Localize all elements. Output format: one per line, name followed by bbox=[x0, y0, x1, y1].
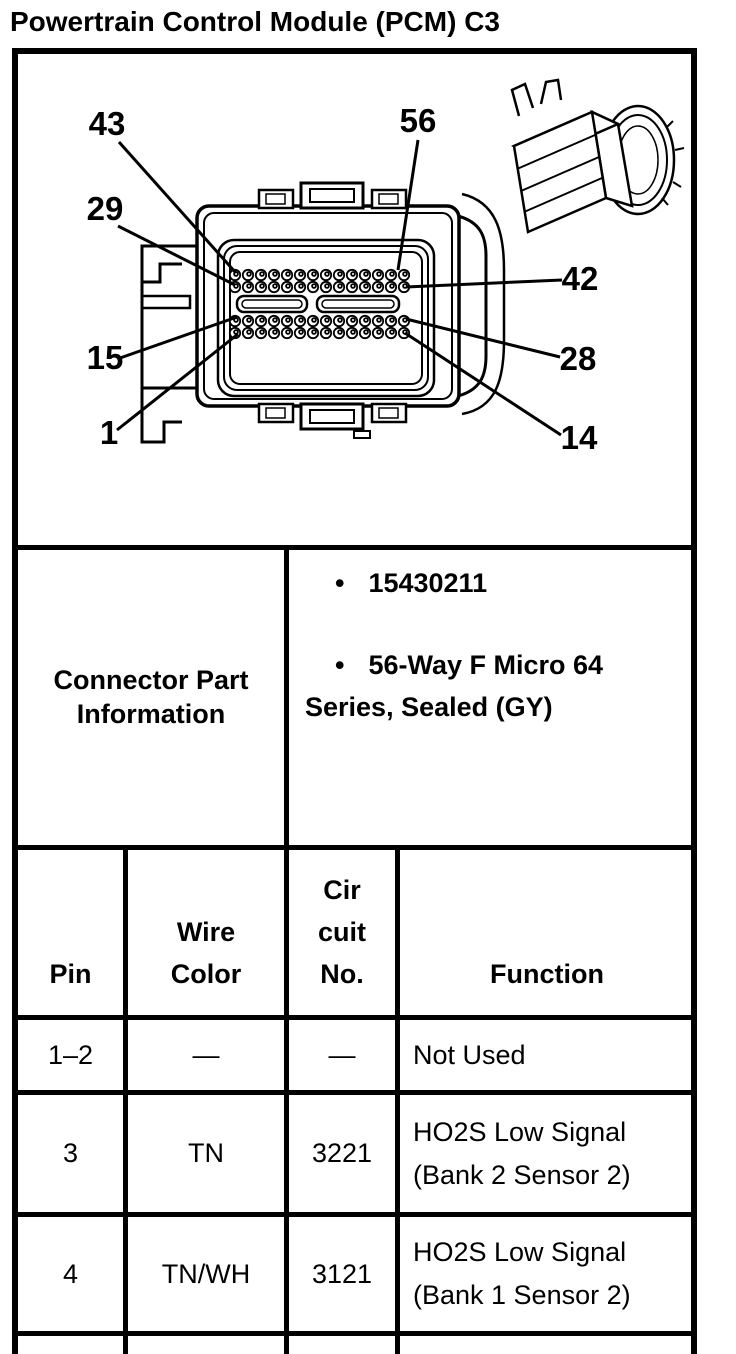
function-cell: HO2S Low Signal (Bank 1 Sensor 2) bbox=[413, 1237, 631, 1310]
wire-color-cell: TN bbox=[128, 1095, 289, 1212]
table-row-partial bbox=[18, 1331, 691, 1354]
bullet-icon: • bbox=[335, 650, 345, 680]
function-cell: HO2S Low Signal (Bank 2 Sensor 2) bbox=[413, 1116, 631, 1190]
header-cuit-line: cuit bbox=[317, 917, 366, 947]
connector-series-item bbox=[305, 644, 679, 728]
part-number-item bbox=[305, 562, 679, 604]
wire-color-cell: TN/WH bbox=[128, 1217, 289, 1331]
connector-series-text: 56-Way F Micro 64 Series, Sealed (GY) bbox=[305, 650, 604, 722]
header-circuit-no bbox=[289, 850, 400, 1015]
table-header-row bbox=[18, 845, 691, 1015]
pin-cell: 3 bbox=[18, 1095, 128, 1212]
pin-cell: 1–2 bbox=[18, 1020, 128, 1090]
callout-1: 1 bbox=[99, 414, 119, 451]
circuit-no-cell: 3121 bbox=[289, 1217, 400, 1331]
connector-3d-view bbox=[512, 80, 684, 232]
pin-cell: 4 bbox=[18, 1217, 128, 1331]
header-wire-color bbox=[128, 850, 289, 1015]
connector-figure bbox=[18, 54, 691, 545]
circuit-no-cell: — bbox=[289, 1020, 400, 1090]
callout-14: 14 bbox=[560, 419, 598, 456]
page-title: Powertrain Control Module (PCM) C3 bbox=[10, 6, 500, 37]
header-no-line: No. bbox=[320, 959, 364, 989]
callout-56: 56 bbox=[399, 102, 437, 139]
connector-diagram-svg bbox=[14, 50, 695, 541]
callout-28: 28 bbox=[559, 340, 597, 377]
callout-42: 42 bbox=[561, 260, 599, 297]
bullet-icon: • bbox=[335, 568, 345, 598]
connector-part-info-items bbox=[289, 550, 691, 845]
pin-cell bbox=[18, 1336, 128, 1354]
function-cell: Not Used bbox=[413, 1039, 526, 1070]
connector-part-info-label: Connector Part Information bbox=[18, 550, 289, 845]
pinout-table bbox=[18, 845, 691, 1354]
function-cell bbox=[400, 1336, 691, 1354]
header-cir-line: Cir bbox=[323, 875, 361, 905]
callout-29: 29 bbox=[86, 190, 124, 227]
circuit-no-cell: 3221 bbox=[289, 1095, 400, 1212]
header-color-line: Color bbox=[170, 959, 242, 989]
connector-part-info-section bbox=[18, 545, 691, 845]
table-row bbox=[18, 1015, 691, 1090]
table-row bbox=[18, 1090, 691, 1212]
callout-43: 43 bbox=[88, 105, 126, 142]
connector-front-view bbox=[197, 183, 504, 438]
part-number-text: 15430211 bbox=[368, 568, 488, 598]
header-pin: Pin bbox=[18, 850, 128, 1015]
wire-color-cell: — bbox=[128, 1020, 289, 1090]
wire-color-cell bbox=[128, 1336, 289, 1354]
connector-info-box bbox=[12, 48, 697, 1354]
callout-15: 15 bbox=[86, 339, 124, 376]
header-wire-line: Wire bbox=[176, 917, 236, 947]
circuit-no-cell bbox=[289, 1336, 400, 1354]
header-function: Function bbox=[490, 959, 604, 989]
connector-bracket bbox=[142, 246, 197, 442]
table-row bbox=[18, 1212, 691, 1331]
